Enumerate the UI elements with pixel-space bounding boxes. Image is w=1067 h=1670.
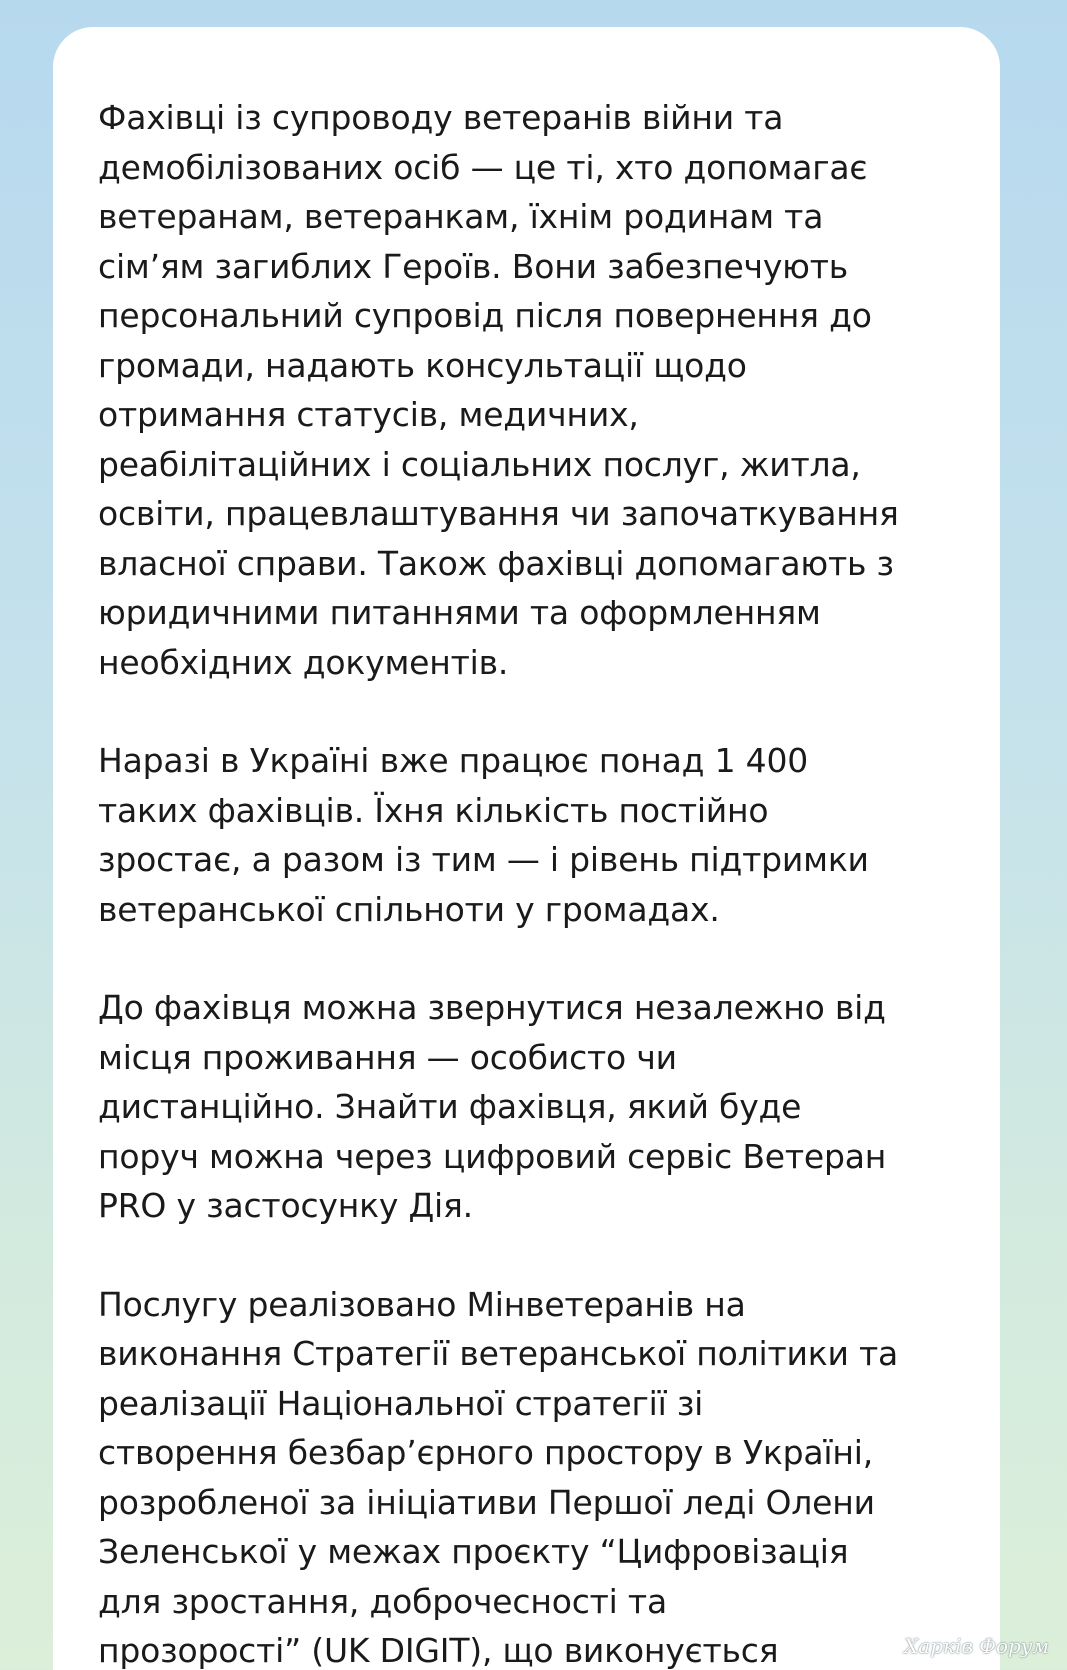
message-card bbox=[53, 27, 1000, 1670]
paragraph-service-implementation: Послугу реалізовано Мінветеранів на виконання Стратегії ветеранської політики та реалізації Національної стратегії зі створення безбар’єрного простору в Україні, розробленої за ініціативи Першої леді Олени Зеленської у межах проєкту “Цифровізація для зростання, доброчесності та прозорості” (UK DIGIT), що виконується bbox=[98, 1284, 899, 1670]
paragraph-specialists-intro: Фахівці із супроводу ветеранів війни та демобілізованих осіб — це ті, хто допомагає ветеранам, ветеранкам, їхнім родинам та сім’ям загиблих Героїв. Вони забезпечують персональний супровід після повернення до громади, надають консультації щодо отримання статусів, медичних, реабілітаційних і соціальних послуг, житла, освіти, працевлаштування чи започаткування власної справи. Також фахівці допомагають з юридичними питаннями та оформленням необхідних документів. bbox=[98, 98, 899, 682]
paragraph-how-to-contact: До фахівця можна звернутися незалежно від місця проживання — особисто чи дистанційно. Знайти фахівця, який буде поруч можна через цифровий сервіс Ветеран PRO у застосунку Дія. bbox=[98, 988, 887, 1225]
watermark: Харків Форум bbox=[904, 1634, 1049, 1658]
paragraph-specialists-count: Наразі в Україні вже працює понад 1 400 таких фахівців. Їхня кількість постійно зростає, а разом із тим — і рівень підтримки ветеранської спільноти у громадах. bbox=[98, 741, 869, 929]
